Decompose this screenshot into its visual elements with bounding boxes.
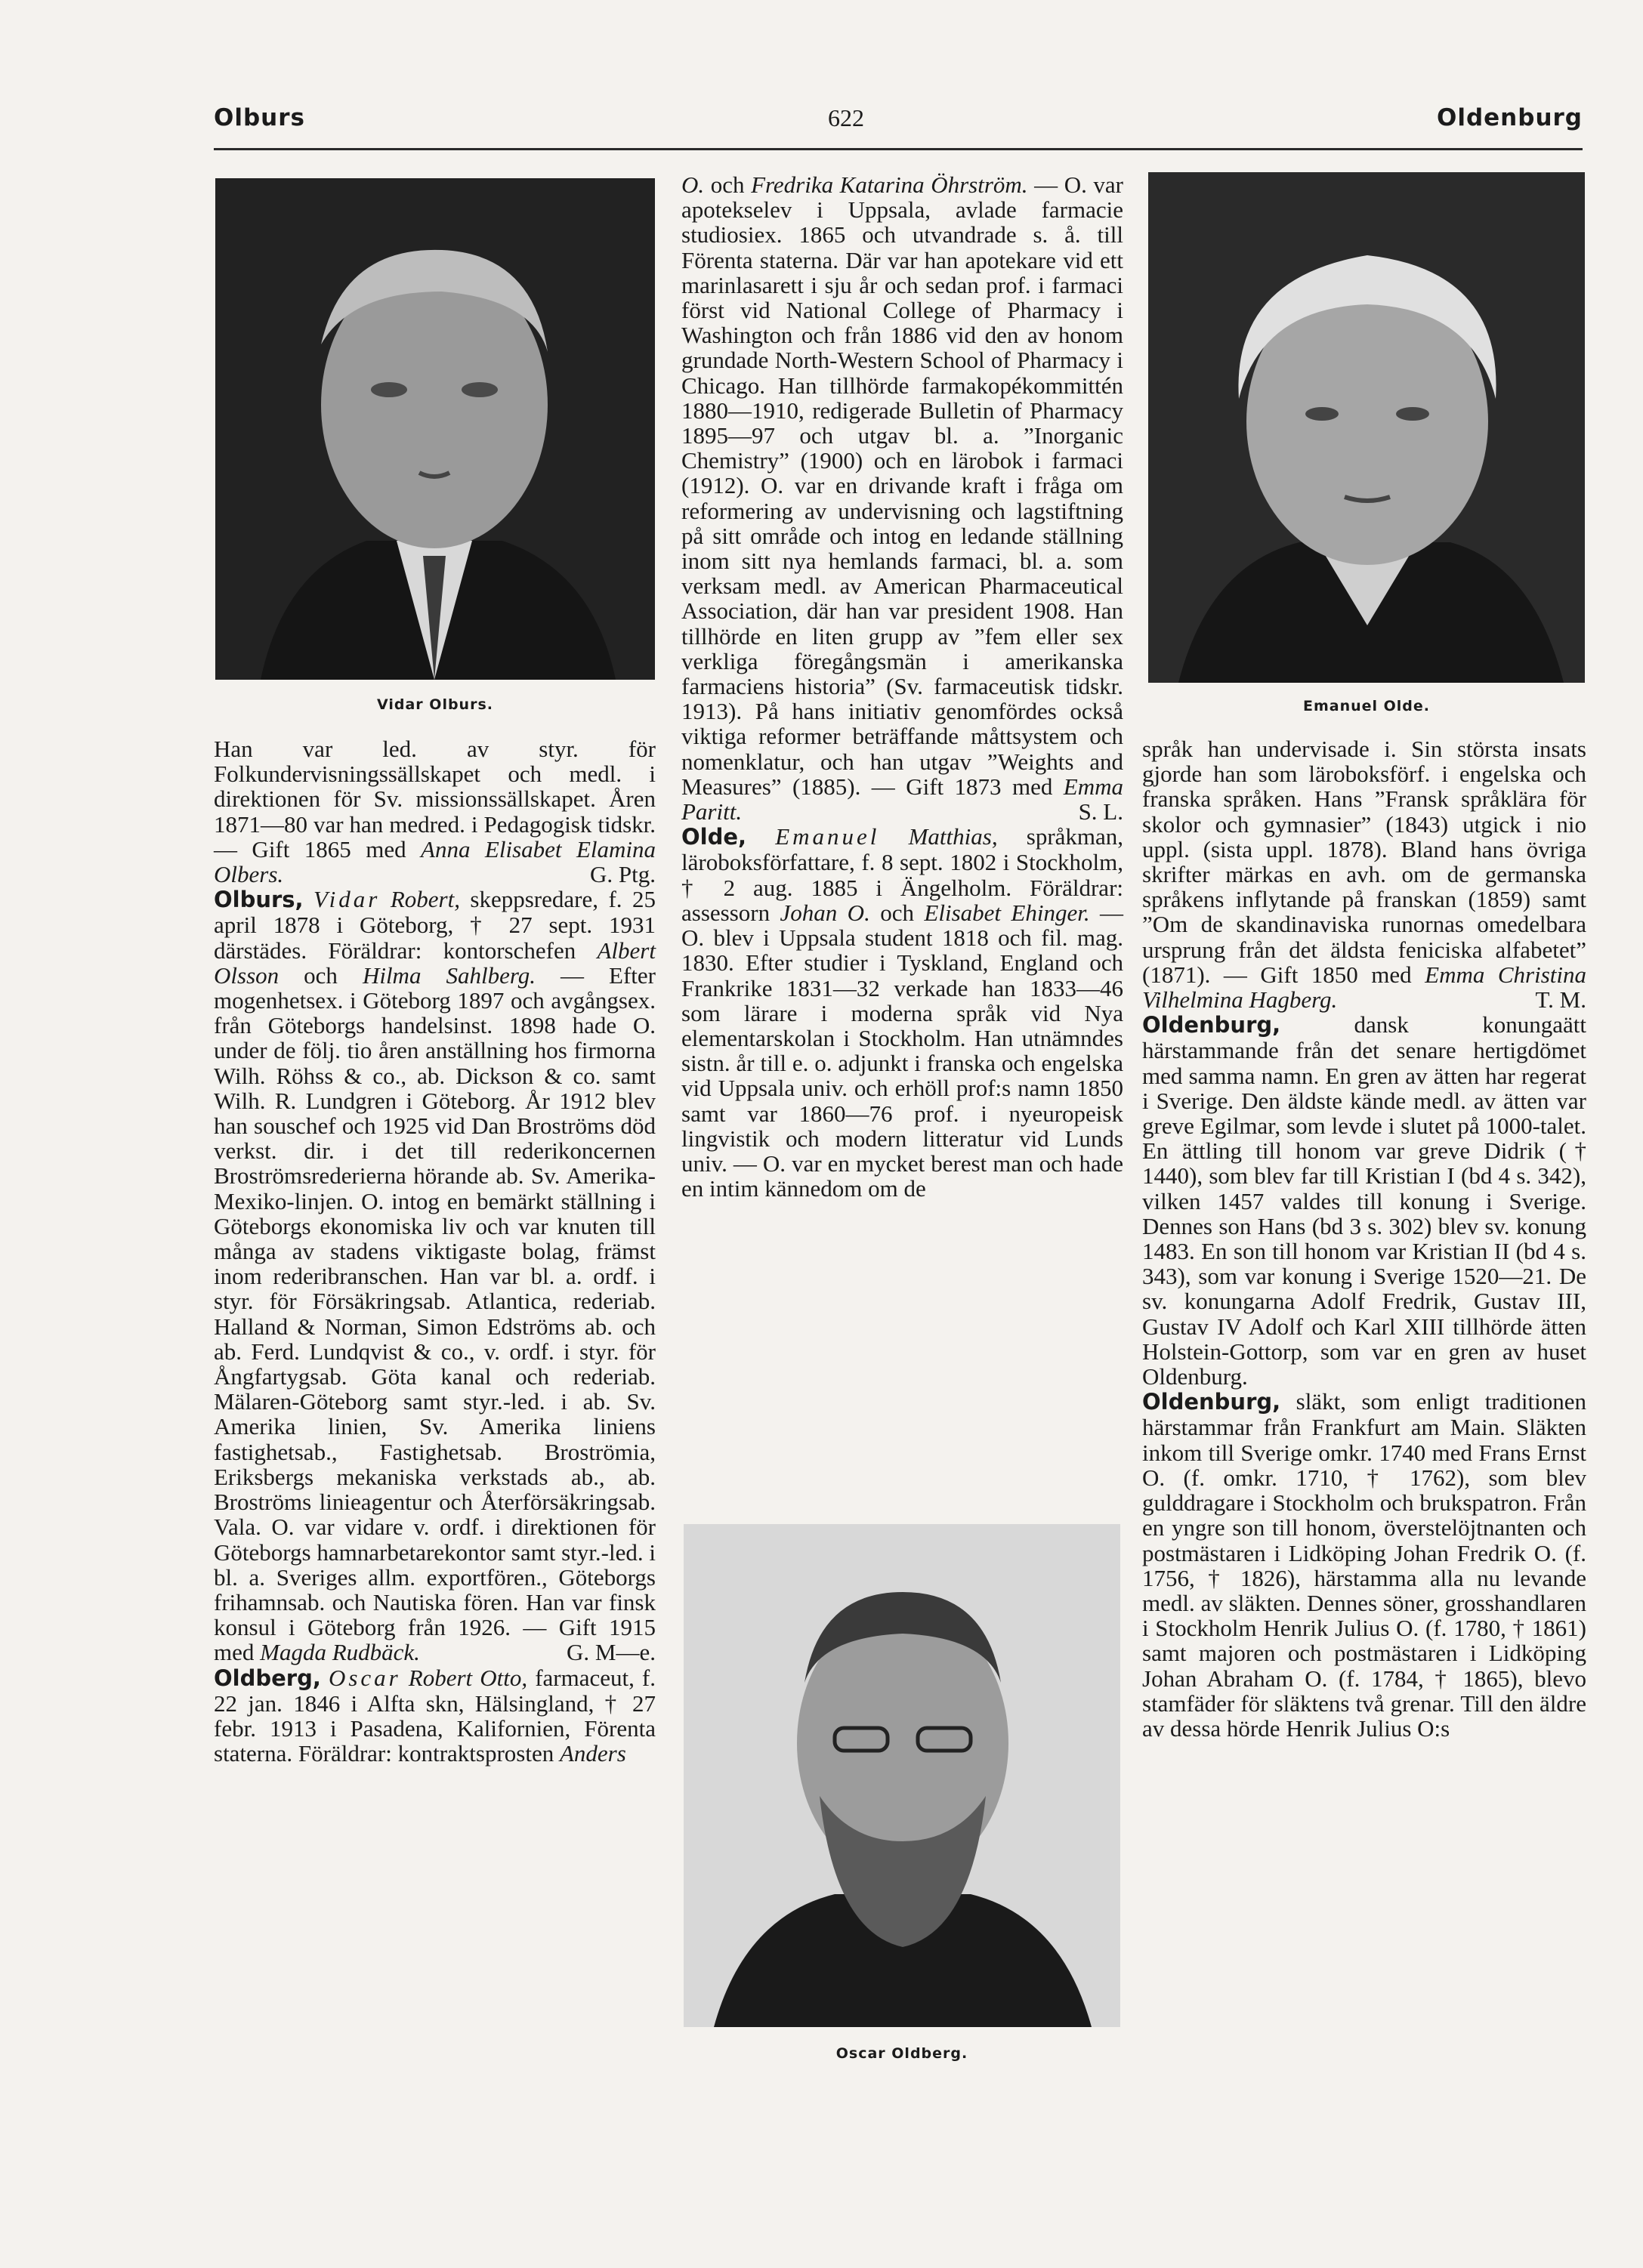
olburs-signature: G. M—e. [567,1639,656,1666]
header-rule [214,148,1583,150]
entry-olde-continued [1142,736,1586,1012]
oldberg-mother: Fredrika Katarina Öhrström. [751,171,1028,198]
oldenburg-dynasty-text: dansk konungaätt härstammande från det senare hertigdömet med samma namn. En gren av ätten har regerat i Sverige. Den äldste kände medl. av ätten var greve Egilmar, som levde i slutet på 1000-talet. En ättling till honom var greve Didrik († 1440), som blev far till Kristian I (bd 4 s. 342), vilken 1457 valdes till konung i Sverige. Dennes son Hans (bd 3 s. 302) blev sv. konung 1483. En son till honom var Kristian II (bd 4 s. 343), som var konung i Sverige 1520—21. De sv. konungarna Adolf Fredrik, Gustav III, Gustav IV Adolf och Karl XIII tillhörde ätten Holstein-Gottorp, som var en gren av huset Oldenburg. [1142,1011,1586,1390]
olbers-signature: G. Ptg. [590,861,656,888]
oldenburg-family-text: släkt, som enligt traditionen härstammar från Frankfurt am Main. Släkten inkom till Sverige omkr. 1740 med Frans Ernst O. (f. omkr. 1710, † 1762), som blev gulddragare i Stockholm och brukspatron. Från en yngre son till honom, överstelöjtnanten och postmästaren i Lidköping Johan Fredrik O. (f. 1756, † 1826), härstamma alla nu levande medl. av släkten. Dennes söner, grosshandlaren i Stockholm Henrik Julius O. (f. 1780, † 1861) samt majoren och postmästaren i Lidköping Johan Abraham O. (f. 1784, † 1865), blevo stamfäder för släktens två grenar. Till den äldre av dessa hörde Henrik Julius O:s [1142,1388,1586,1742]
olburs-middle-name: Robert, [390,886,460,913]
olburs-given-name: Vidar [313,886,381,913]
olburs-text-1: skeppsredare, f. 25 april 1878 i Göteborg, † 27 sept. 1931 därstädes. Föräldrar: kontorschefen [214,886,656,964]
page-number: 622 [828,104,864,131]
oldberg-middle-names: Robert Otto, [408,1664,528,1691]
entry-olbers-continued [214,736,656,887]
olde-given-name: Emanuel [775,823,880,850]
olburs-spouse: Magda Rudbäck. [260,1639,420,1666]
olde-text-1: språkman, läroboksförfattare, f. 8 sept. 1802 i Stockholm, † 2 aug. 1885 i Ängelholm. Föräldrar: assessorn [681,823,1124,926]
entry-oldberg-continued [681,172,1123,824]
olde-father: Johan O. [780,899,870,926]
olburs-father: Albert Olsson [214,937,656,989]
caption-oscar-oldberg: Oscar Oldberg. [835,2045,968,2062]
olde-spouse: Emma Christina Vilhelmina Hagberg. [1142,961,1586,1014]
portrait-olde-image [1148,172,1585,683]
column-2-text [681,172,1123,1201]
headword-olde: Olde, [681,824,747,850]
olbers-text: Han var led. av styr. för Folkundervisningssällskapet och medl. i direktionen för Sv. missionssällskapet. Åren 1871—80 var han medred. i Pedagogisk tidskr. — Gift 1865 med [214,736,656,862]
olde-text-4: språk han undervisade i. Sin största insats gjorde han som läroboksförf. i engelska och franska språken. Hans ”Fransk språklära för skolor och gymnasier” (1843) utgick i nio uppl. (sista uppl. 1878). Bland hans övriga skrifter märkas en avh. om de germanska språkens inflytande på franskan (1859) samt ”Om de skandinaviska runornas omedelbara ursprung från det äldsta feniciska alfabetet” (1871). — Gift 1850 med [1142,736,1586,988]
entry-oldberg [214,1665,656,1767]
oldberg-signature: S. L. [1078,798,1123,825]
olburs-mother: Hilma Sahlberg. [362,961,536,989]
oldberg-text-3: — O. var apotekselev i Uppsala, avlade farmacie studiosiex. 1865 och utvandrade s. å. till Förenta staterna. Där var han apotekare vid ett marinlasarett i sju år och sedan prof. i farmaci först vid National College of Pharmacy i Washington och från 1886 vid den av honom grundade North-Western School of Pharmacy i Chicago. Han tillhörde farmakopékommittén 1880—1910, redigerade Bulletin of Pharmacy 1895—97 och utgav bl. a. ”Inorganic Chemistry” (1900) och en lärobok i farmaci (1912). O. var en drivande kraft i fråga om reformering av undervisning och lagstiftning på sitt område och intog en ledande ställning inom sitt nya hemlands farmaci, bl. a. som verksam medl. av American Pharmaceutical Association, där han var president 1908. Han tillhörde en liten grupp av ”fem eller sex verkliga föregångsmän i amerikanska farmaciens historia” (Sv. farmaceutisk tidskr. 1913). På hans initiativ genomfördes också viktiga reformer beträffande måttsystem och nomenklatur, och han utgav ”Weights and Measures” (1885). — Gift 1873 med [681,171,1124,800]
olde-text-2: och [880,899,914,926]
olde-text-3: — O. blev i Uppsala student 1818 och fil. mag. 1830. Efter studier i Tyskland, England och Frankrike 1831—32 verkade han 1833—46 som lärare i moderna språk vid Nya elementarskolan i Stockholm. Han utnämndes sistn. år till e. o. adjunkt i franska och engelska vid Uppsala univ. och erhöll prof:s namn 1850 samt var 1860—76 prof. i nyeuropeisk lingvistik och modern litteratur vid Lunds univ. — O. var en mycket berest man och hade en intim kännedom om de [681,899,1123,1202]
portrait-oldberg-image [684,1524,1120,2027]
oldberg-father-cont: O. [681,171,705,198]
oldberg-text-2: och [710,171,745,198]
oldberg-father: Anders [559,1740,626,1767]
caption-emanuel-olde: Emanuel Olde. [1302,698,1431,714]
entry-olde [681,824,1123,1201]
olde-mother: Elisabet Ehinger. [924,899,1090,926]
olbers-spouse: Anna Elisabet Elamina Olbers. [214,835,656,888]
entry-oldenburg-family [1142,1389,1586,1741]
headword-oldberg: Oldberg, [214,1665,321,1691]
entry-oldenburg-dynasty [1142,1012,1586,1389]
olburs-text-2: och [304,961,338,989]
entry-olburs [214,887,656,1665]
oldberg-text-1: farmaceut, f. 22 jan. 1846 i Alfta skn, Hälsingland, † 27 febr. 1913 i Pasadena, Kalifornien, Förenta staterna. Föräldrar: kontraktsprosten [214,1664,656,1767]
portrait-oscar-oldberg [684,1524,1120,2027]
olde-middle-name: Matthias, [908,823,998,850]
column-3-text [1142,736,1586,1741]
caption-vidar-olburs: Vidar Olburs. [377,696,493,713]
headword-olburs: Olburs, [214,887,304,913]
oldberg-given-name: Oscar [328,1664,401,1691]
column-1-text [214,736,656,1766]
olde-signature: T. M. [1535,986,1586,1014]
portrait-emanuel-olde [1148,172,1585,683]
running-head-right: Oldenburg [1436,104,1583,131]
portrait-vidar-olburs [215,178,655,680]
headword-oldenburg-family: Oldenburg, [1142,1389,1281,1415]
headword-oldenburg-dynasty: Oldenburg, [1142,1012,1281,1038]
portrait-olburs-image [215,178,655,680]
running-head-left: Olburs [214,104,305,131]
oldberg-spouse: Emma Paritt. [681,773,1123,825]
olburs-text-3: — Efter mogenhetsex. i Göteborg 1897 och avgångsex. från Göteborgs handelsinst. 1898 hade O. under de följ. tio åren anställning hos firmorna Wilh. Röhss & co., ab. Dickson & co. samt Wilh. R. Lundgren i Göteborg. År 1912 blev han souschef och 1925 vid Dan Broströms död verkst. dir. i det till rederikoncernen Broströmsrederierna hörande ab. Sv. Amerika-Mexiko-linjen. O. intog en bemärkt ställning i Göteborgs ekonomiska liv och var knuten till många av stadens viktigaste bolag, främst inom rederibranschen. Han var bl. a. ordf. i styr. för Försäkringsab. Atlantica, rederiab. Halland & Norman, Simon Edströms ab. och ab. Ferd. Lundqvist & co., v. ordf. i styr. för Ångfartygsab. Göta kanal och rederiab. Mälaren-Göteborg samt styr.-led. i ab. Sv. Amerika linien, Sv. Amerika liniens fastighetsab., Fastighetsab. Broströmia, Eriksbergs mekaniska verkstads ab., ab. Broströms linieagentur och Återförsäkringsab. Vala. O. var vidare v. ordf. i direktionen för Göteborgs hamnarbetarekontor samt styr.-led. i bl. a. Sveriges allm. exportfören., Göteborgs frihamnsab. och Nautiska fören. Han var finsk konsul i Göteborg från 1926. — Gift 1915 med [214,961,656,1666]
